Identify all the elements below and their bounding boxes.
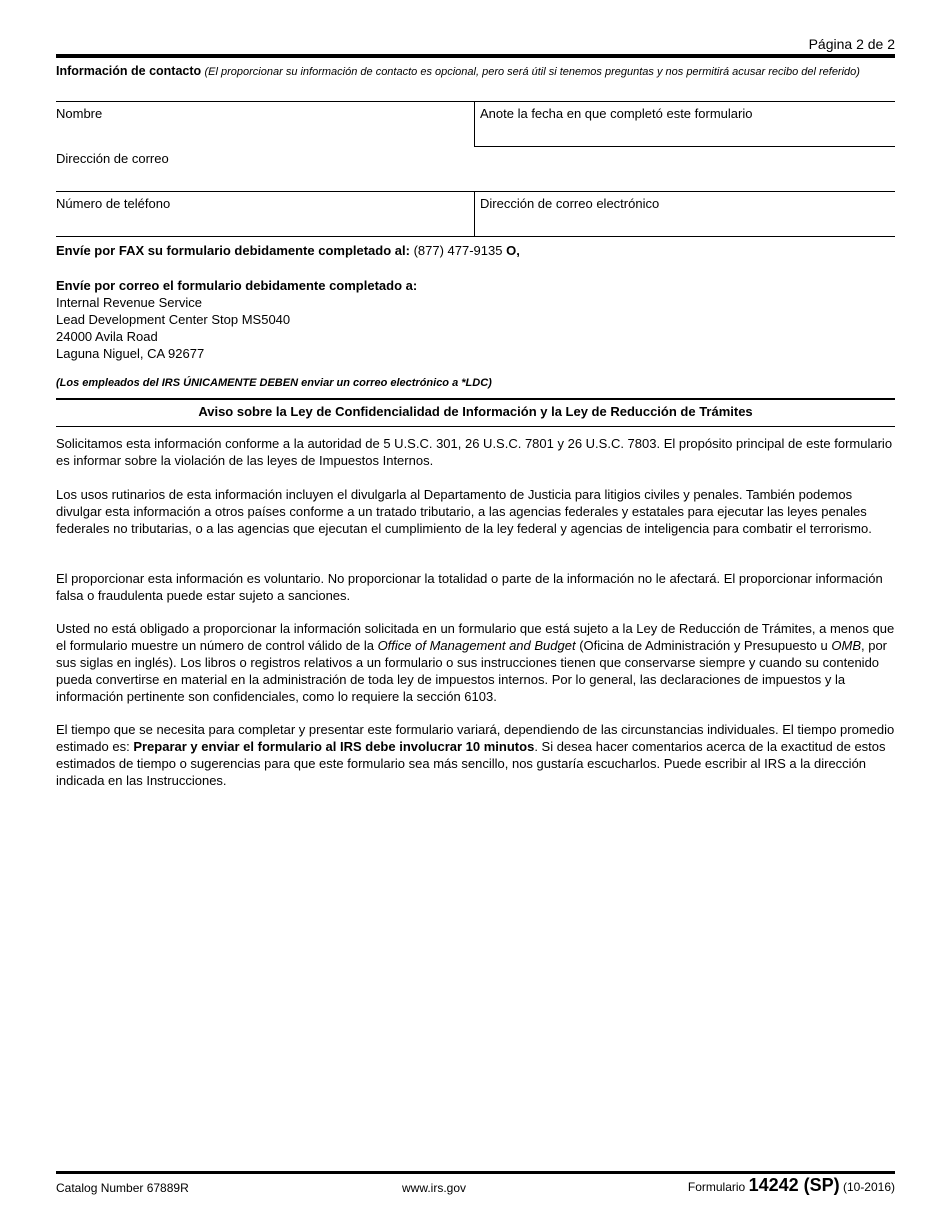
form-prefix: Formulario xyxy=(687,1180,746,1194)
form-identifier xyxy=(688,1175,895,1196)
irs-employee-note: (Los empleados del IRS ÚNICAMENTE DEBEN enviar un correo electrónico a *LDC) xyxy=(56,377,492,389)
address-field[interactable]: Dirección de correo xyxy=(56,151,169,166)
field-separator xyxy=(474,101,475,147)
catalog-number: Catalog Number 67889R xyxy=(56,1181,189,1195)
address-line: Internal Revenue Service xyxy=(56,295,202,310)
address-line: Laguna Niguel, CA 92677 xyxy=(56,346,205,361)
date-field[interactable]: Anote la fecha en que completó este formulario xyxy=(480,106,753,121)
footer-rule xyxy=(56,1171,895,1174)
fax-label: Envíe por FAX su formulario debidamente completado al: xyxy=(56,243,410,258)
field-separator xyxy=(474,191,475,236)
fax-number: (877) 477-9135 xyxy=(413,243,503,258)
mail-label: Envíe por correo el formulario debidamente completado a: xyxy=(56,278,418,293)
text-span: El tiempo que se necesita para completar y presentar este formulario variará, dependiendo de las circunstancias individuales. El tiempo promedio estimado es: xyxy=(56,722,895,754)
contact-divider-bottom xyxy=(56,236,895,237)
top-thick-rule xyxy=(56,54,895,58)
notice-paragraph-routine-uses: Los usos rutinarios de esta información incluyen el divulgarla al Departamento de Justicia para litigios civiles y penales. También podemos divulgar esta información a otros países conforme a un tratado tributario, a las agencias federales y estatales para ejecutar las leyes penales federales no tributarias, o a las agencias que ejecutan el cumplimiento de la ley federal y agencias de inteligencia para combatir el terrorismo. xyxy=(56,487,872,536)
fax-instruction xyxy=(56,243,520,258)
text-span: , por sus siglas en inglés). Los libros o registros relativos a un formulario o sus instrucciones tienen que conservarse siempre y cuando su contenido pueda convertirse en material en la administración de toda ley de impuestos internos. Por lo general, las declaraciones de impuestos y la información pertinente son confidenciales, como lo requiere la sección 6103. xyxy=(56,638,888,704)
text-span: . Si desea hacer comentarios acerca de la exactitud de estos estimados de tiempo o sugerencias para que este formulario sea más sencillo, nos gustaría escucharlos. Puede escribir al IRS a la dirección indicada en las Instrucciones. xyxy=(56,739,886,788)
phone-field[interactable]: Número de teléfono xyxy=(56,196,171,211)
email-field[interactable]: Dirección de correo electrónico xyxy=(480,196,660,211)
address-field-underline xyxy=(56,191,895,192)
address-line: 24000 Avila Road xyxy=(56,329,158,344)
omb-name: Office of Management and Budget xyxy=(377,638,576,653)
contact-title: Información de contacto xyxy=(56,64,202,78)
form-number: 14242 (SP) xyxy=(748,1175,840,1195)
notice-rule-bottom xyxy=(56,426,895,427)
form-page xyxy=(56,0,895,1230)
name-field[interactable]: Nombre xyxy=(56,106,103,121)
fax-or: O, xyxy=(506,243,520,258)
time-estimate-bold: Preparar y enviar el formulario al IRS debe involucrar 10 minutos xyxy=(133,739,535,754)
contact-note: (El proporcionar su información de contacto es opcional, pero será útil si tenemos preguntas y nos permitirá acusar recibo del referido) xyxy=(204,66,860,78)
notice-paragraph-time-estimate xyxy=(56,721,895,789)
address-line: Lead Development Center Stop MS5040 xyxy=(56,312,291,327)
contact-divider-top xyxy=(56,101,895,102)
notice-paragraph-voluntary: El proporcionar esta información es voluntario. No proporcionar la totalidad o parte de la información no le afectará. El proporcionar información falsa o fraudulenta puede estar sujeto a sanciones. xyxy=(56,571,883,603)
mail-instruction xyxy=(56,277,417,362)
page-number: Página 2 de 2 xyxy=(808,36,895,52)
notice-rule-top xyxy=(56,398,895,400)
form-revision: (10-2016) xyxy=(842,1180,895,1194)
text-span: Usted no está obligado a proporcionar la información solicitada en un formulario que está sujeto a la Ley de Reducción de Trámites, a menos que el formulario muestre un número de control válido de la xyxy=(56,621,895,653)
mailing-address xyxy=(56,294,417,362)
notice-paragraph-authority: Solicitamos esta información conforme a la autoridad de 5 U.S.C. 301, 26 U.S.C. 7801 y 26 U.S.C. 7803. El propósito principal de este formulario es informar sobre la violación de las leyes de Impuestos Internos. xyxy=(56,436,893,468)
text-span: (Oficina de Administración y Presupuesto u xyxy=(575,638,832,653)
date-field-underline xyxy=(474,146,895,147)
notice-title: Aviso sobre la Ley de Confidencialidad de Información y la Ley de Reducción de Trámites xyxy=(198,404,753,419)
omb-abbr: OMB xyxy=(831,638,861,653)
contact-section-header xyxy=(56,64,895,80)
footer xyxy=(56,1175,895,1199)
website-link[interactable]: www.irs.gov xyxy=(402,1181,467,1195)
notice-paragraph-paperwork xyxy=(56,620,895,705)
